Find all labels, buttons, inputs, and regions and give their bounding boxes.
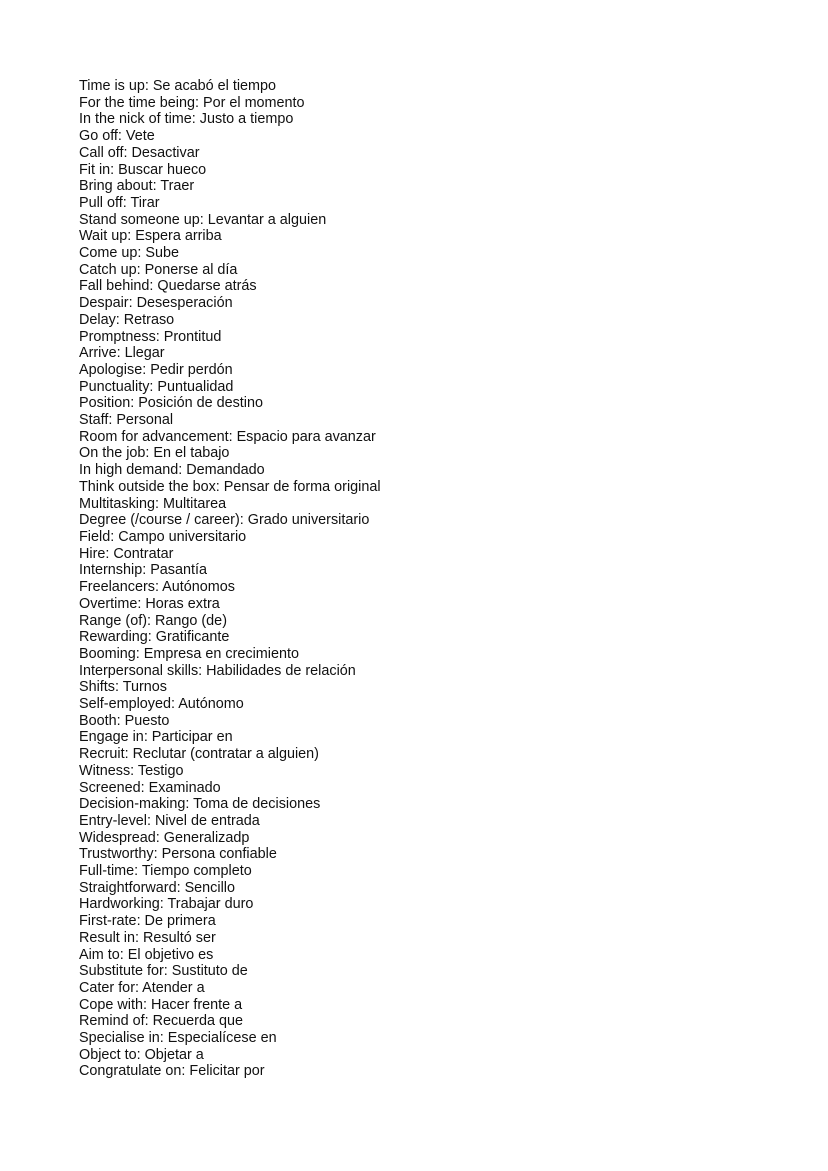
vocab-entry: Multitasking: Multitarea (79, 495, 227, 512)
vocab-entry: Cater for: Atender a (79, 979, 205, 996)
vocab-entry: Substitute for: Sustituto de (79, 963, 248, 980)
vocab-entry: Think outside the box: Pensar de forma original (79, 478, 381, 495)
vocab-entry: Hardworking: Trabajar duro (79, 896, 254, 913)
vocab-entry: On the job: En el tabajo (79, 445, 230, 462)
vocab-entry: Internship: Pasantía (79, 562, 207, 579)
vocab-entry: Entry-level: Nivel de entrada (79, 812, 260, 829)
vocab-entry: Cope with: Hacer frente a (79, 996, 243, 1013)
vocab-entry: Full-time: Tiempo completo (79, 863, 252, 880)
vocab-entry: Time is up: Se acabó el tiempo (79, 78, 277, 94)
vocab-entry: Recruit: Reclutar (contratar a alguien) (79, 746, 319, 763)
vocab-entry: Fall behind: Quedarse atrás (79, 278, 257, 295)
vocab-entry: Booming: Empresa en crecimiento (79, 645, 299, 662)
vocab-entry: In the nick of time: Justo a tiempo (79, 111, 294, 128)
vocab-entry: Room for advancement: Espacio para avanzar (79, 428, 376, 445)
vocab-entry: Hire: Contratar (79, 545, 174, 562)
vocab-entry: Overtime: Horas extra (79, 595, 220, 612)
vocab-entry: Interpersonal skills: Habilidades de relación (79, 662, 356, 679)
vocab-entry: Field: Campo universitario (79, 528, 247, 545)
vocab-entry: Arrive: Llegar (79, 345, 165, 362)
vocab-entry: Rewarding: Gratificante (79, 629, 230, 646)
vocab-entry: Congratulate on: Felicitar por (79, 1063, 265, 1080)
vocab-entry: Trustworthy: Persona confiable (79, 846, 277, 863)
vocab-entry: In high demand: Demandado (79, 462, 265, 479)
vocab-entry: Position: Posición de destino (79, 395, 263, 412)
vocab-entry: For the time being: Por el momento (79, 94, 305, 111)
vocab-entry: Screened: Examinado (79, 779, 221, 796)
vocab-entry: Engage in: Participar en (79, 729, 233, 746)
vocab-entry: Stand someone up: Levantar a alguien (79, 211, 327, 228)
vocab-entry: Result in: Resultó ser (79, 929, 216, 946)
vocab-entry: Come up: Sube (79, 245, 179, 262)
vocab-entry: Pull off: Tirar (79, 194, 160, 211)
vocab-entry: Promptness: Prontitud (79, 328, 222, 345)
vocab-entry: Straightforward: Sencillo (79, 879, 235, 896)
vocab-entry: Object to: Objetar a (79, 1046, 204, 1063)
vocab-entry: Witness: Testigo (79, 762, 184, 779)
vocab-entry: Degree (/course / career): Grado universitario (79, 512, 370, 529)
vocab-entry: Specialise in: Especialícese en (79, 1030, 277, 1047)
vocab-entry: Catch up: Ponerse al día (79, 261, 238, 278)
vocab-entry: Range (of): Rango (de) (79, 612, 227, 629)
vocab-entry: Delay: Retraso (79, 311, 175, 328)
vocabulary-list (79, 78, 381, 1080)
vocab-entry: First-rate: De primera (79, 913, 216, 930)
vocab-entry: Shifts: Turnos (79, 679, 167, 696)
vocab-entry: Punctuality: Puntualidad (79, 378, 234, 395)
vocab-entry: Wait up: Espera arriba (79, 228, 222, 245)
vocab-entry: Remind of: Recuerda que (79, 1013, 243, 1030)
vocab-entry: Widespread: Generalizadp (79, 829, 250, 846)
vocab-entry: Booth: Puesto (79, 712, 170, 729)
vocab-entry: Despair: Desesperación (79, 295, 233, 312)
vocab-entry: Bring about: Traer (79, 178, 195, 195)
vocab-entry: Go off: Vete (79, 128, 155, 145)
vocab-entry: Decision-making: Toma de decisiones (79, 796, 321, 813)
vocab-entry: Staff: Personal (79, 412, 174, 429)
vocab-entry: Self-employed: Autónomo (79, 696, 244, 713)
vocab-entry: Fit in: Buscar hueco (79, 161, 207, 178)
vocab-entry: Apologise: Pedir perdón (79, 361, 233, 378)
vocab-entry: Aim to: El objetivo es (79, 946, 214, 963)
vocab-entry: Freelancers: Autónomos (79, 579, 235, 596)
vocab-entry: Call off: Desactivar (79, 144, 200, 161)
